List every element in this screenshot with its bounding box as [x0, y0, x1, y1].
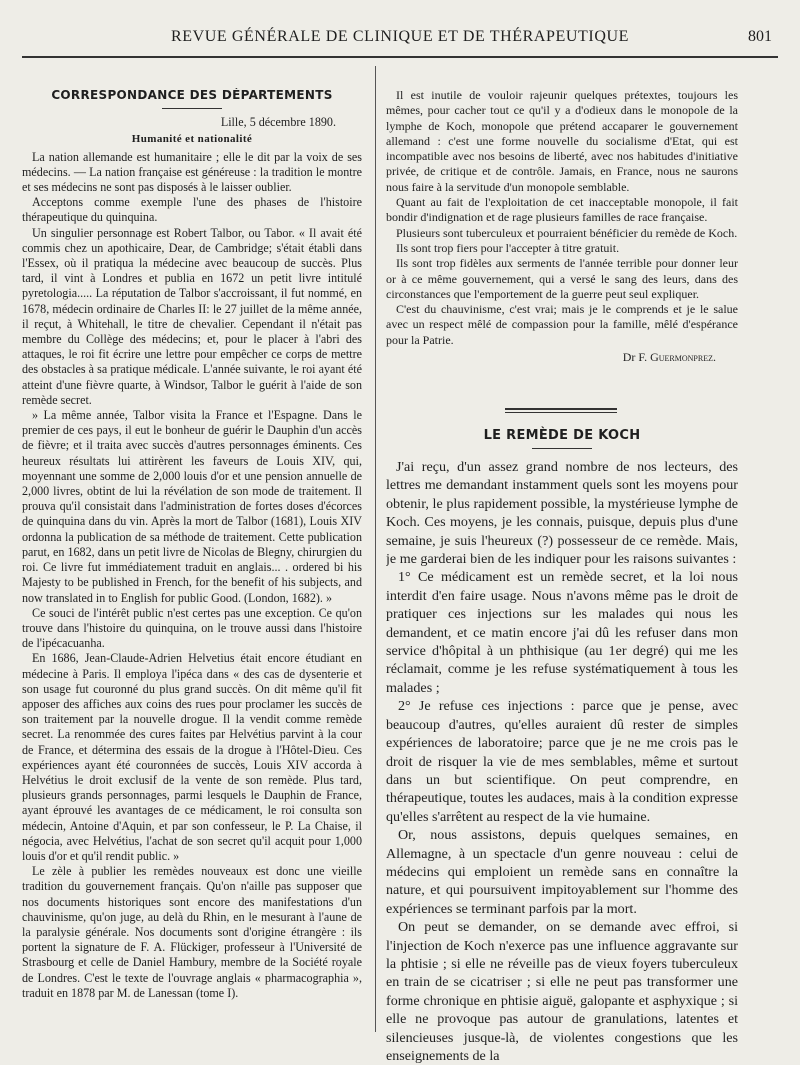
paragraph: J'ai reçu, d'un assez grand nombre de nos lecteurs, des lettres me demandant instamment quels sont les moyens pour obtenir, le plus rapidement possible, la mystérieuse lymphe de Koch. Ces moyens, je les connais, puisque, depuis plus d'une semaine, je suis l'heureux (?) possesseur de ce remède. Mais, je me garderai bien de les indiquer pour les raisons suivantes : — [386, 459, 738, 568]
left-column — [22, 88, 362, 1001]
section-separator — [505, 408, 617, 413]
paragraph: » La même année, Talbor visita la France et l'Espagne. Dans le premier de ces pays, il eut le bonheur de guérir le Dauphin d'un accès de fièvre; et il traita avec succès d'autres personnages éminents. Ces heureux résultats lui attirèrent les faveurs de Louis XIV, qui, moyennant une somme de 2,000 louis d'or et une pension annuelle de 2,000 livres, obtint de lui la révélation de son mode de traitement. Il prouva qu'il consistait dans l'administration de fortes doses d'écorces de quinquina dans du vin. Après la mort de Talbor (1681), Louis XIV ordonna la publication de sa méthode de traitement. Cette publication parut, en 1682, dans un petit livre de Nicolas de Blegny, chirurgien du roi. Ce livre fut immédiatement traduit en anglais... . ordered bi his Majesty to be published in French, for the benefit of his subjects, and now translated in to English for public Good. (London, 1682). » — [22, 408, 362, 605]
heading-rule — [162, 108, 222, 109]
paragraph: 2° Je refuse ces injections : parce que je pense, avec beaucoup d'autres, qu'elles auraient dû rester de simples expériences de laboratoire; parce que je ne me crois pas le droit de risquer la vie de mes semblables, même et surtout dans un but scientifique. On peut comprendre, en thérapeutique, toutes les audaces, mais à la condition expresse qu'elles s'arrêtent au respect de la vie humaine. — [386, 698, 738, 825]
paragraph: Acceptons comme exemple l'une des phases de l'histoire thérapeutique du quinquina. — [22, 195, 362, 225]
author-signature — [386, 350, 716, 365]
heading-rule — [532, 448, 592, 449]
dateline: Lille, 5 décembre 1890. — [220, 115, 336, 130]
article-subheading: Humanité et nationalité — [131, 133, 253, 146]
running-title: REVUE GÉNÉRALE DE CLINIQUE ET DE THÉRAPEUTIQUE — [170, 28, 630, 45]
right-column-top — [386, 88, 738, 365]
right-column-bottom — [386, 458, 738, 1065]
koch-heading-block — [386, 428, 738, 455]
signature-name: Guermonprez. — [650, 350, 716, 365]
paragraph: Ils sont trop fiers pour l'accepter à titre gratuit. — [396, 240, 620, 255]
paragraph: Ce souci de l'intérêt public n'est certes pas une exception. Ce qu'on trouve dans l'histoire du quinquina, on le trouve aussi dans l'histoire de l'ipécacuanha. — [22, 605, 362, 651]
paragraph: Ils sont trop fidèles aux serments de l'année terrible pour donner leur or à ce même gouvernement, qui a versé le sang des leurs, dans des circonstances que l'emportement de la guerre peut seul expliquer. — [386, 256, 738, 301]
paragraph: Quant au fait de l'exploitation de cet inacceptable monopole, il fait bondir d'indignation et de rage plusieurs familles de race française. — [386, 195, 738, 225]
paragraph: Or, nous assistons, depuis quelques semaines, en Allemagne, à un spectacle d'un genre nouveau : celui de médecins qui emploient un remède sans en connaître la nature, et qui poursuivent impitoyablement sur l'homme des expériences se terminant parfois par la mort. — [386, 827, 738, 917]
paragraph: Le zèle à publier les remèdes nouveaux est donc une vieille tradition du gouvernement français. Qu'on n'aille pas supposer que nos documents historiques sont encore des manifestations d'un chauvinisme, qu'on juge, au delà du Rhin, en le mesurant à l'aune de la paralysie générale. Nos documents sont d'origine étrangère : ils portent la signature de F. A. Flückiger, professeur à l'Université de Strasbourg et celle de Daniel Hambury, membre de la Société royale de Londres. C'est le texte de l'ouvrage anglais « pharmacographia », traduit en 1878 par M. de Lanessan (tome I). — [22, 864, 362, 1000]
paragraph: Un singulier personnage est Robert Talbor, ou Tabor. « Il avait été commis chez un apothicaire, Dear, de Cambridge; s'était établi dans l'Essex, où il pratiqua la médecine avec beaucoup de succès. Plus tard, il vint à Londres et publia en 1672 un petit livre intitulé pyretologia..... La réputation de Talbor s'accroissant, il fut nommé, en 1678, médecin ordinaire de Charles II: le 27 juillet de la même année, il reçut, à Whitehall, le titre de chevalier. Cependant il n'était pas membre du Collège des médecins; et, pour le placer à l'abri des attaques, le roi fit écrire une lettre pour empêcher ce corps de mettre des obstacles à sa pratique médicale. L'année suivante, le roi ayant été atteint d'une fièvre quarte, à Windsor, Talbor le guérit à l'aide de son remède secret. — [22, 225, 362, 407]
paragraph: 1° Ce médicament est un remède secret, et la loi nous interdit d'en faire usage. Nous n'avons même pas le droit de pratiquer ces injections sur les malades qui nous les demandent, et ce matin encore j'ai dû les refuser dans mon service d'hôpital à un phthisique (au 1er degré) qui me les réclamait, comme je les refuse systématiquement à tous les malades ; — [386, 569, 738, 696]
paragraph: Il est inutile de vouloir rajeunir quelques prétextes, toujours les mêmes, pour cacher tout ce qu'il y a d'odieux dans le monopole de la lymphe de Koch, monopole que prétend accaparer le gouvernement allemand : c'est une forme nouvelle du socialisme d'Etat, qui est incompatible avec nos besoins de liberté, avec nos habitudes d'initiative privée, de critique et de contrôle. Jamais, en France, nous ne saurons nous faire à la servitude d'un monopole semblable. — [386, 88, 738, 194]
page-number: 801 — [748, 28, 772, 45]
paragraph: On peut se demander, on se demande avec effroi, si l'injection de Koch n'exerce pas une influence aggravante sur la phtisie ; si elle ne réveille pas de vieux foyers tuberculeux en train de se cicatriser ; si elle ne peut pas transformer une forme chronique en phtisie aiguë, galopante et asphyxique ; si elle ne provoque pas autour de granulations, latentes et silencieuses jusque-là, de violentes congestions que les enseignements de la — [386, 919, 738, 1064]
paragraph: En 1686, Jean-Claude-Adrien Helvetius était encore étudiant en médecine à Paris. Il employa l'ipéca dans « des cas de dysenterie et son usage fut couronné du plus grand succès. On dit même qu'il fit apposer des affiches aux coins des rues pour proclamer les succès de son traitement par la nouvelle drogue. Il la vendit comme remède secret. La renommée des cures faites par Helvétius parvint à la cour de France, et détermina des essais de la drogue à l'Hôtel-Dieu. Ces expériences ayant été couronnées de succès, Louis XIV accorda à Helvétius le droit exclusif de la vente de son remède. Plus tard, plusieurs grands personnages, parmi lesquels le Dauphin de France, ayant éprouvé les avantages de ce médicament, le roi consulta son médecin, Antoine d'Aquin, et par son confesseur, le P. La Chaise, il négocia, avec Helvétius, l'achat de son secret qu'il acquit pour 1,000 louis d'or et qu'il rendit public. » — [22, 651, 362, 863]
header-rule — [22, 56, 778, 58]
column-divider — [375, 66, 376, 1032]
paragraph: C'est du chauvinisme, c'est vrai; mais je le comprends et je le salue avec un respect mêlé de compassion pour la famille, mêlé d'espérance pour la Patrie. — [386, 302, 738, 347]
paragraph: La nation allemande est humanitaire ; elle le dit par la voix de ses médecins. — La nation française est généreuse : la tradition le montre et ses médecins ne sont pas disposés à le laisser oublier. — [22, 149, 362, 195]
paragraph: Plusieurs sont tuberculeux et pourraient bénéficier du remède de Koch. — [396, 225, 738, 240]
section-heading-koch: LE REMÈDE DE KOCH — [483, 428, 641, 443]
signature-prefix: Dr F. — [622, 350, 651, 365]
section-heading-correspondance: CORRESPONDANCE DES DÉPARTEMENTS — [51, 88, 333, 102]
page-header — [22, 28, 778, 52]
